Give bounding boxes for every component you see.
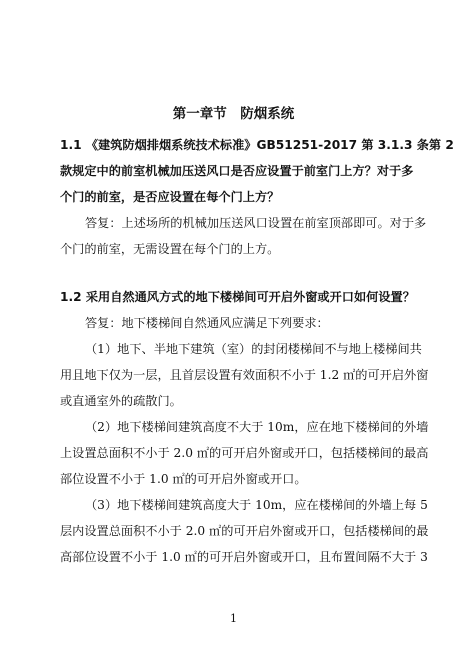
item-line: 或直通室外的疏散门。 bbox=[60, 394, 182, 408]
item-line: 上设置总面积不小于 2.0 ㎡的可开启外窗或开口，包括楼梯间的最高 bbox=[60, 446, 429, 460]
item-line: （3）地下楼梯间建筑高度大于 10m，应在楼梯间的外墙上每 5 bbox=[85, 498, 428, 512]
question-line: 款规定中的前室机械加压送风口是否应设置于前室门上方？对于多 bbox=[60, 164, 414, 178]
item-line: 用且地下仅为一层，且首层设置有效面积不小于 1.2 ㎡的可开启外窗 bbox=[60, 368, 429, 382]
page-number: 1 bbox=[230, 612, 237, 625]
question-1-2 bbox=[60, 132, 454, 210]
answer-line: 答复：上述场所的机械加压送风口设置在前室顶部即可。对于多 bbox=[85, 216, 427, 230]
answer-item-1 bbox=[60, 336, 429, 414]
answer-line: 个门的前室，无需设置在每个门的上方。 bbox=[60, 242, 280, 256]
item-line: 层内设置总面积不小于 2.0 ㎡的可开启外窗或开口，包括楼梯间的最 bbox=[60, 524, 429, 538]
question-line: 个门的前室，是否应设置在每个门上方？ bbox=[60, 190, 280, 204]
question-line: 1.1 《建筑防烟排烟系统技术标准》GB51251-2017 第 3.1.3 条第 2 bbox=[60, 138, 454, 152]
item-line: 高部位设置不小于 1.0 ㎡的可开启外窗或开口，且布置间隔不大于 3 bbox=[60, 550, 428, 564]
question-line: 1.2 采用自然通风方式的地下楼梯间可开启外窗或开口如何设置？ bbox=[60, 290, 415, 304]
chapter-title: 第一章节 防烟系统 bbox=[172, 106, 295, 122]
answer-intro: 答复：地下楼梯间自然通风应满足下列要求： bbox=[85, 316, 329, 330]
item-line: （2）地下楼梯间建筑高度不大于 10m，应在地下楼梯间的外墙 bbox=[85, 420, 429, 434]
question-1-2 bbox=[60, 284, 415, 310]
answer-1-2 bbox=[60, 310, 412, 336]
item-line: 部位设置不小于 1.0 ㎡的可开启外窗或开口。 bbox=[60, 472, 307, 486]
answer-item-2 bbox=[60, 414, 429, 492]
answer-item-3 bbox=[60, 492, 429, 570]
answer-1-1 bbox=[60, 210, 427, 262]
item-line: （1）地下、半地下建筑（室）的封闭楼梯间不与地上楼梯间共 bbox=[85, 342, 422, 356]
